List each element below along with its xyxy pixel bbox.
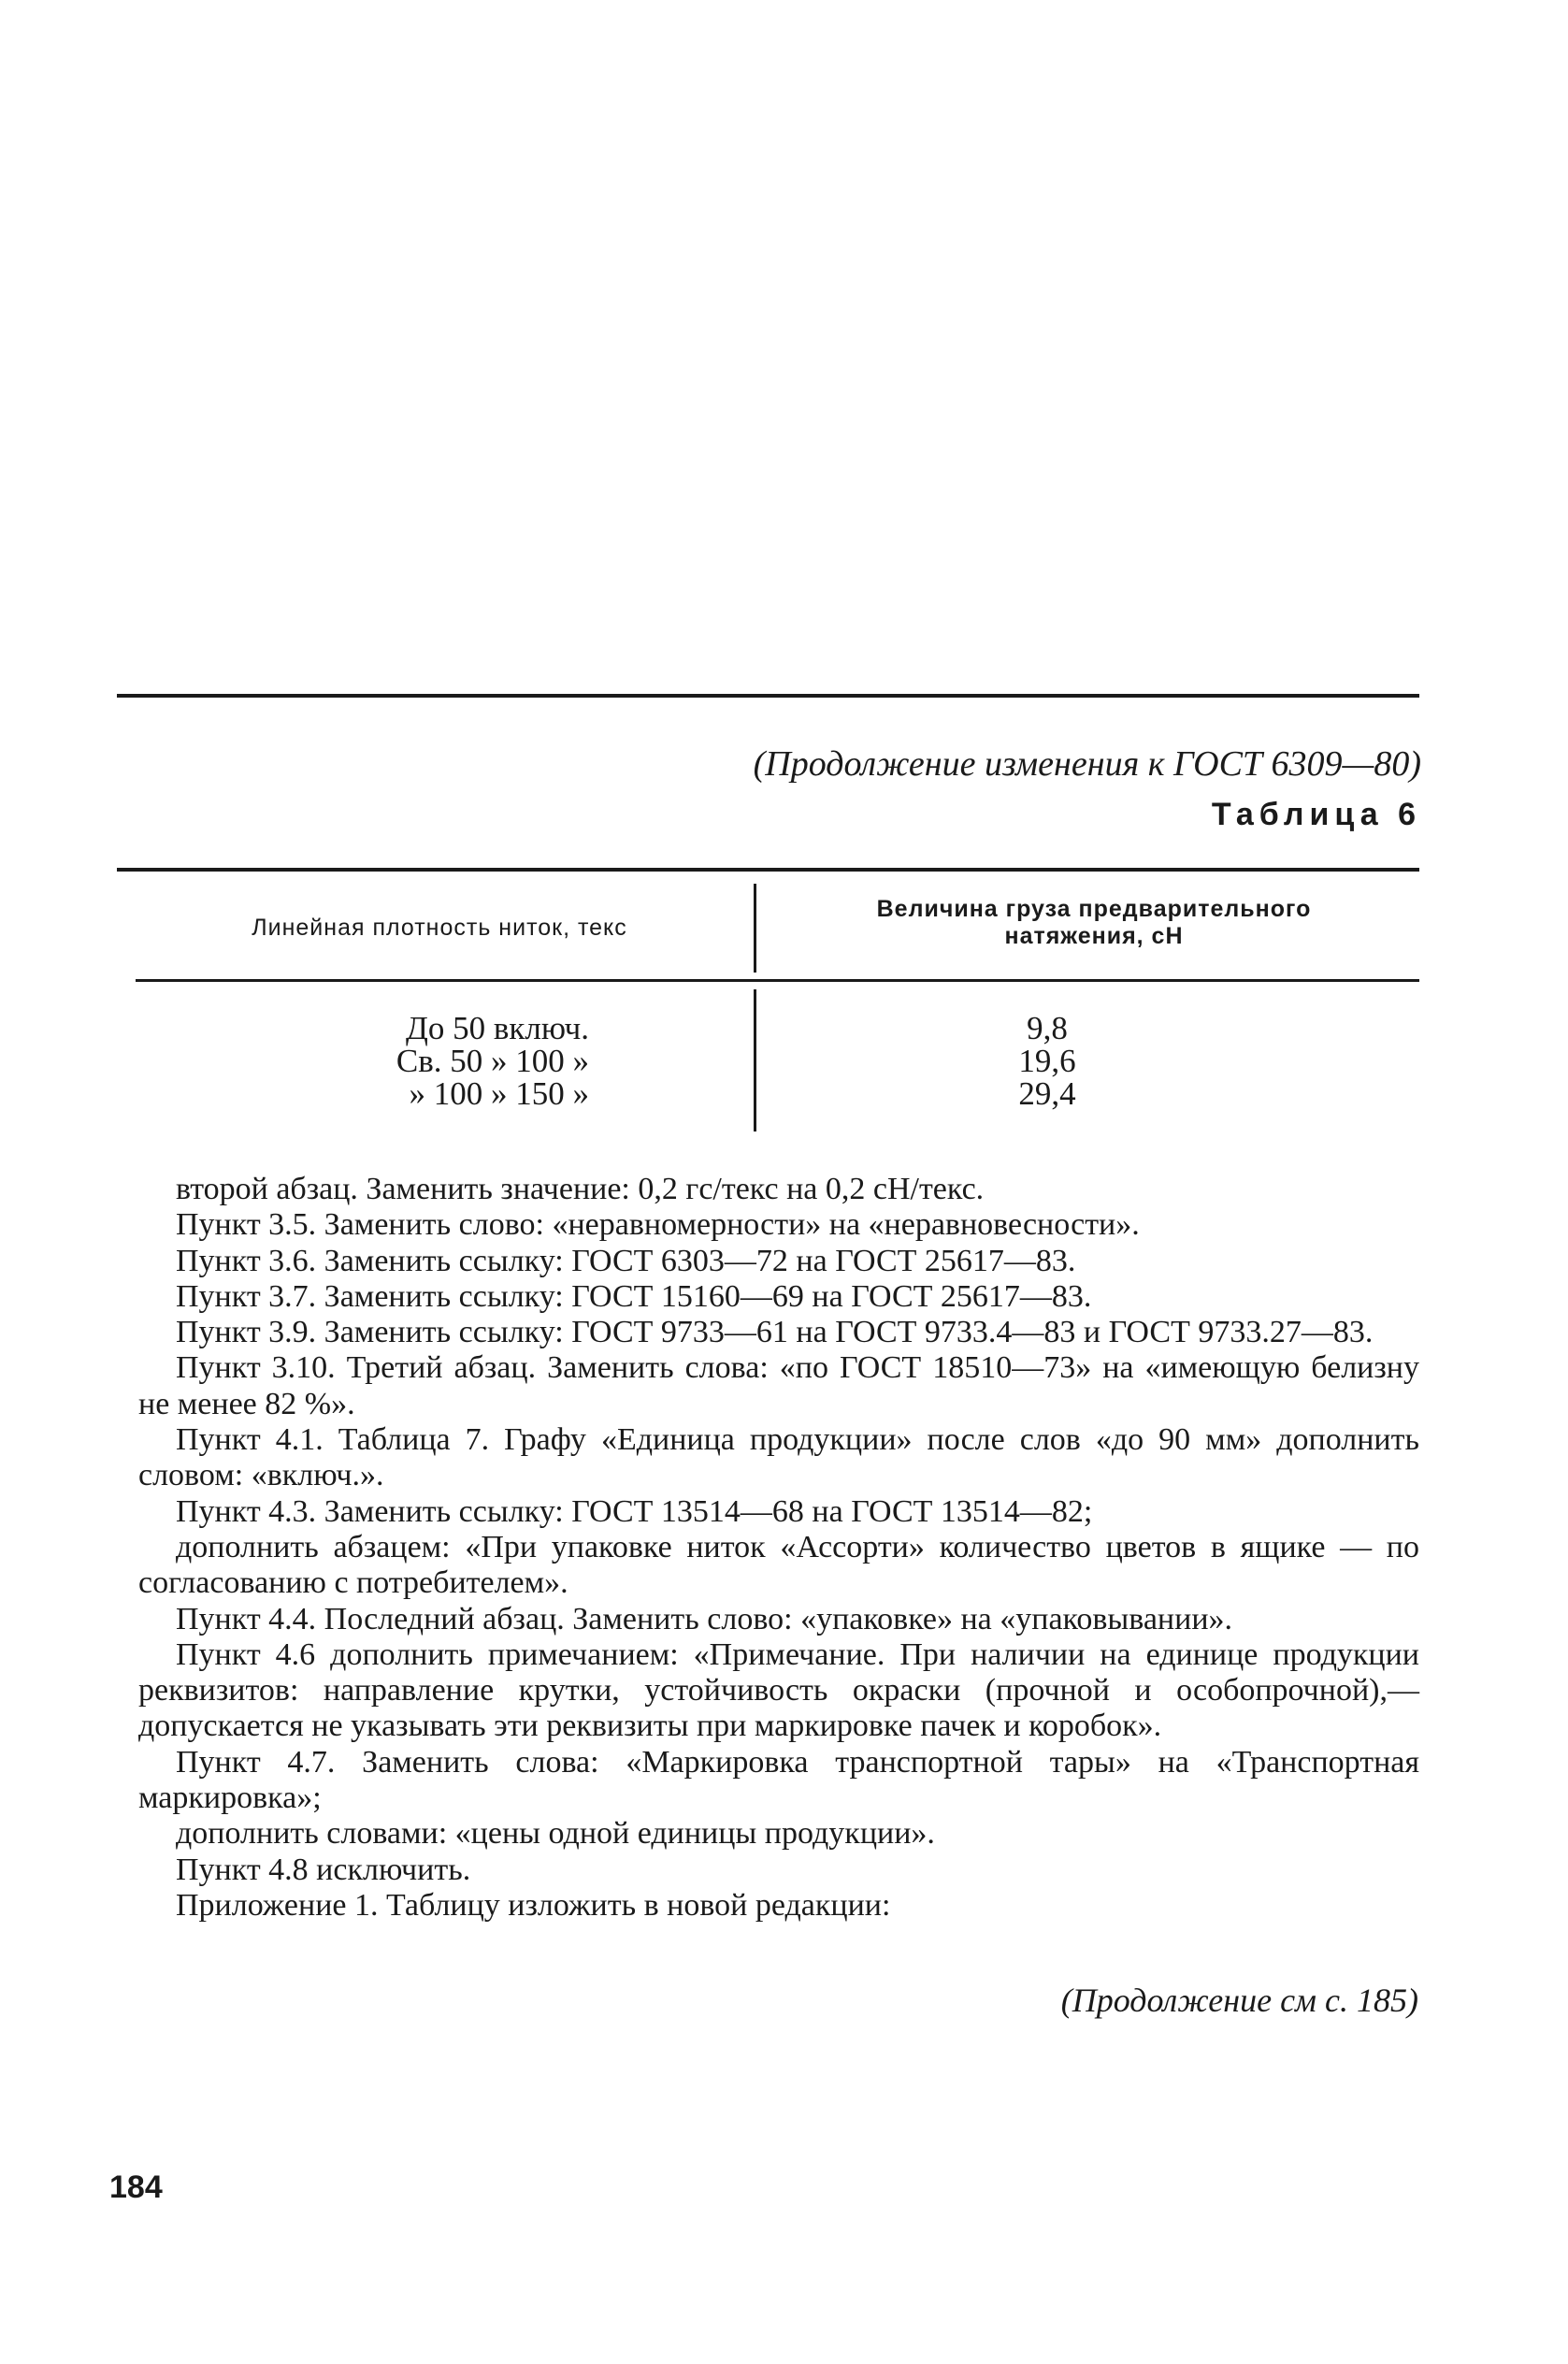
paragraph: дополнить словами: «цены одной единицы продукции».	[176, 1816, 935, 1852]
paragraph: Пункт 3.7. Заменить ссылку: ГОСТ 15160—69 на ГОСТ 25617—83.	[176, 1278, 1092, 1314]
paragraph: Пункт 4.7. Заменить слова: «Маркировка транспортной тары» на «Транспортная маркировка»;	[138, 1744, 1419, 1816]
column-header-load	[785, 896, 1403, 950]
paragraph: Пункт 4.4. Последний абзац. Заменить слово: «упаковке» на «упаковывании».	[176, 1601, 1233, 1636]
paragraph: Пункт 4.6 дополнить примечанием: «Примечание. При наличии на единице продукции реквизитов: направление крутки, устойчивость окраски (прочной и особопрочной),—допускается не указывать эти реквизиты при маркировке пачек и коробок».	[138, 1636, 1419, 1744]
table-caption: Таблица 6	[1211, 797, 1421, 832]
continuation-footer: (Продолжение см с. 185)	[1060, 1982, 1418, 2019]
table-column-divider-body	[754, 989, 756, 1132]
paragraph: Пункт 3.5. Заменить слово: «неравномерности» на «неравновесности».	[176, 1207, 1140, 1243]
paragraph: второй абзац. Заменить значение: 0,2 гс/текс на 0,2 сН/текс.	[176, 1172, 985, 1206]
table-column-divider-header	[754, 884, 756, 973]
column-header-density: Линейная плотность ниток, текс	[252, 915, 627, 941]
paragraph: Пункт 4.3. Заменить ссылку: ГОСТ 13514—68 на ГОСТ 13514—82;	[176, 1493, 1093, 1529]
paragraph: Пункт 3.10. Третий абзац. Заменить слова: «по ГОСТ 18510—73» на «имеющую белизну не менее 82 %».	[138, 1350, 1419, 1421]
paragraph: Пункт 4.8 исключить.	[176, 1852, 471, 1887]
table-header-rule	[136, 979, 1419, 982]
paragraph: Пункт 3.6. Заменить ссылку: ГОСТ 6303—72 на ГОСТ 25617—83.	[176, 1243, 1076, 1278]
table-cell-density: » 100 » 150 »	[409, 1075, 589, 1112]
continuation-header: (Продолжение изменения к ГОСТ 6309—80)	[753, 744, 1421, 784]
paragraph: дополнить абзацем: «При упаковке ниток «Ассорти» количество цветов в ящике — по согласованию с потребителем».	[138, 1529, 1419, 1601]
column-header-load-line-2: натяжения, сН	[1004, 923, 1184, 949]
paragraph: Приложение 1. Таблицу изложить в новой редакции:	[176, 1887, 891, 1923]
table-cell-load: 19,6	[1018, 1043, 1076, 1079]
page-number: 184	[109, 2169, 163, 2205]
table-top-rule	[117, 868, 1419, 872]
amendment-text	[138, 1172, 1419, 1924]
table-cell-load: 9,8	[1027, 1010, 1068, 1046]
table-cell-density: Св. 50 » 100 »	[396, 1043, 589, 1079]
column-header-load-line-1: Величина груза предварительного	[876, 896, 1312, 922]
table-cell-load: 29,4	[1018, 1075, 1076, 1112]
top-rule	[117, 694, 1419, 698]
paragraph: Пункт 3.9. Заменить ссылку: ГОСТ 9733—61 на ГОСТ 9733.4—83 и ГОСТ 9733.27—83.	[176, 1315, 1374, 1350]
paragraph: Пункт 4.1. Таблица 7. Графу «Единица продукции» после слов «до 90 мм» дополнить словом: «включ.».	[138, 1422, 1419, 1493]
table-cell-density: До 50 включ.	[405, 1010, 589, 1046]
